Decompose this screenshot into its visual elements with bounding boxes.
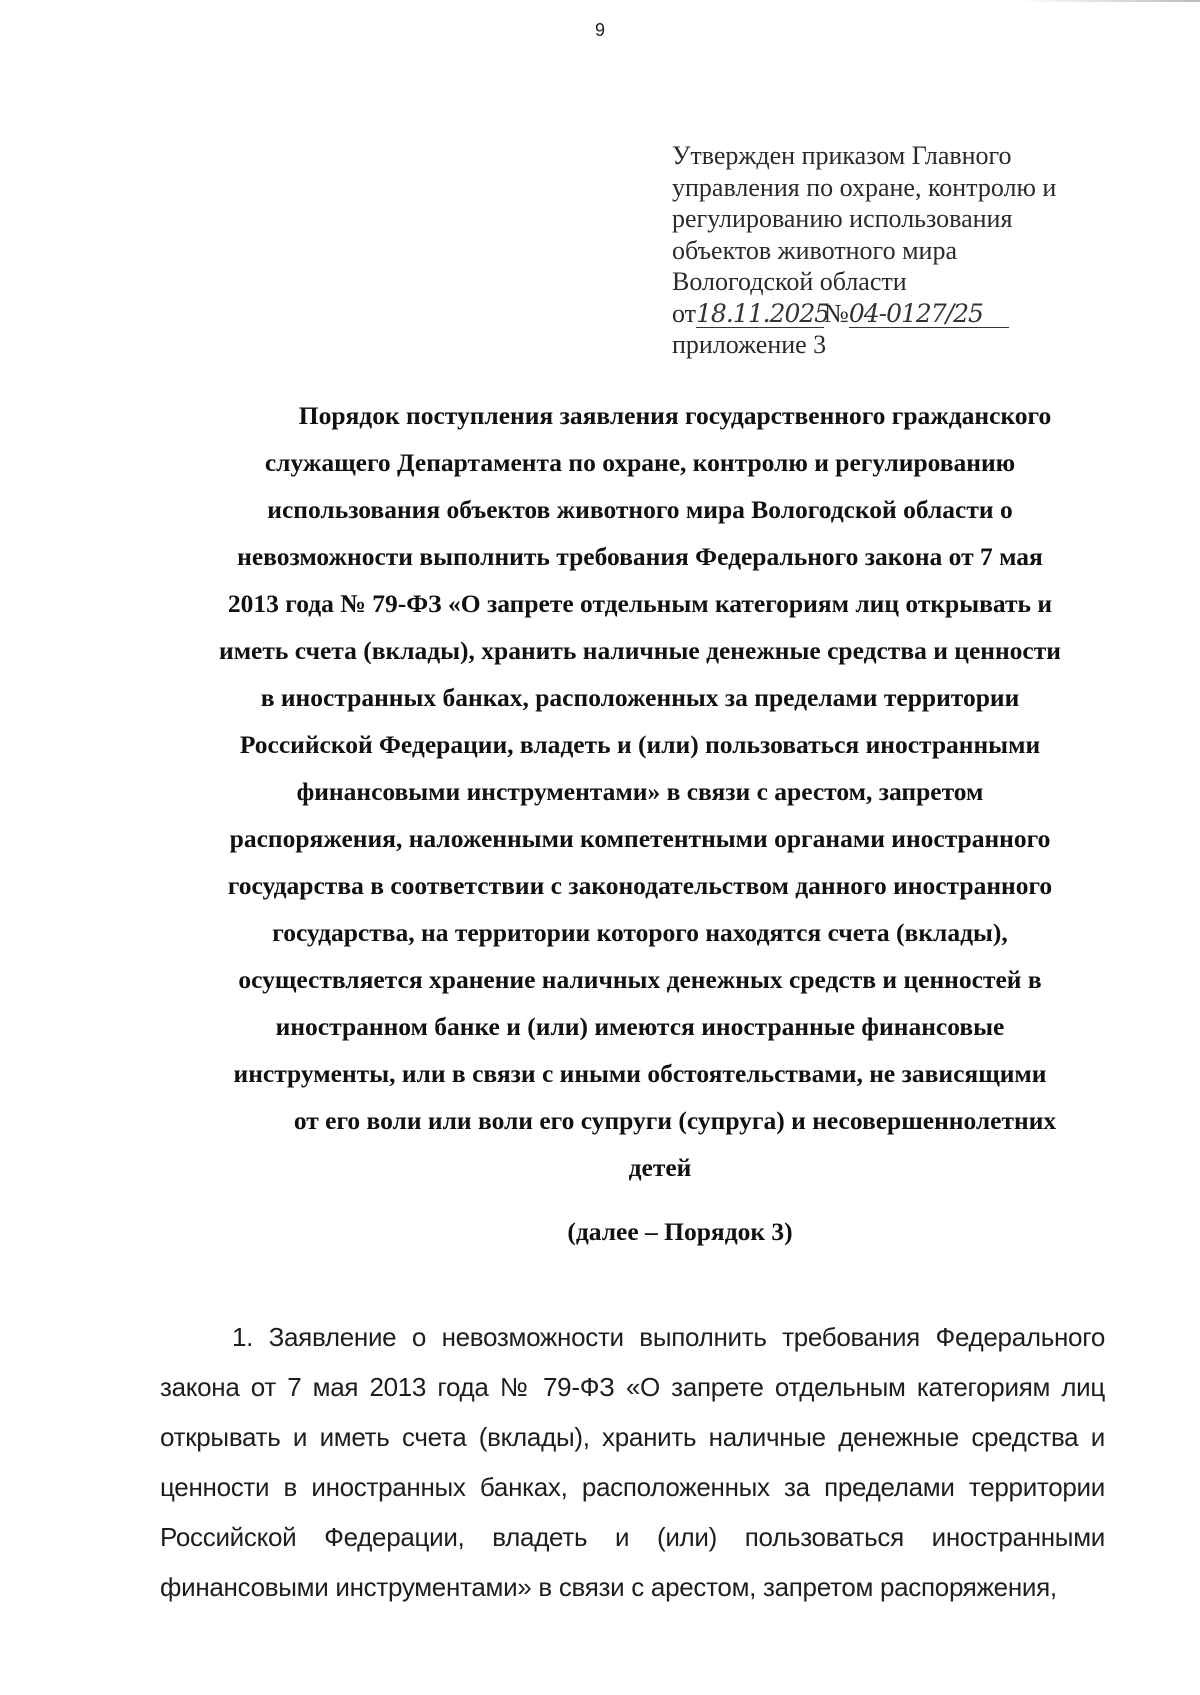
document-subtitle: (далее – Порядок 3) [567,1217,793,1246]
from-prefix: от [672,298,697,328]
title-line-7: в иностранных банках, расположенных за пределами территории [260,683,1020,712]
title-line-3: использования объектов животного мира Вологодской области о [267,495,1013,524]
scan-edge-mark [1020,0,1200,2]
approval-line-3: регулированию использования [672,204,1013,233]
document-title [160,392,1120,1191]
title-line-8: Российской Федерации, владеть и (или) пользоваться иностранными [239,730,1041,759]
handwritten-date: 18.11.2025 [696,298,830,328]
title-line-6: иметь счета (вклады), хранить наличные денежные средства и ценности [219,636,1061,665]
approval-line-2: управления по охране, контролю и [672,172,1057,202]
title-line-15: инструменты, или в связи с иными обстоятельствами, не зависящими [233,1059,1047,1088]
title-line-16: от его воли или воли его супруги (супруга) и несовершеннолетних [293,1106,1057,1135]
title-line-2: служащего Департамента по охране, контролю и регулированию [264,448,1016,477]
title-line-4: невозможности выполнить требования Федерального закона от 7 мая [237,542,1043,571]
approval-line-5: Вологодской области [672,267,907,296]
title-line-17: детей [628,1153,692,1182]
approval-line-1: Утвержден приказом Главного [672,141,1012,170]
title-line-1: Порядок поступления заявления государственного гражданского [298,401,1052,430]
title-line-11: государства в соответствии с законодательством данного иностранного [227,871,1053,900]
title-line-12: государства, на территории которого находятся счета (вклады), [272,918,1008,947]
appendix-label: приложение 3 [672,330,827,359]
title-line-13: осуществляется хранение наличных денежных средств и ценностей в [238,965,1042,994]
handwritten-order-number: 04-0127/25 [849,301,1009,328]
number-prefix: № [824,298,849,328]
title-line-5: 2013 года № 79-ФЗ «О запрете отдельным категориям лиц открывать и [227,589,1053,618]
title-line-14: иностранном банке и (или) имеются иностранные финансовые [275,1012,1005,1041]
title-line-9: финансовыми инструментами» в связи с арестом, запретом [296,777,984,806]
title-line-10: распоряжения, наложенными компетентными органами иностранного [229,824,1051,853]
approval-stamp-block [672,140,1112,361]
page-number: 9 [594,20,605,40]
paragraph-1: 1. Заявление о невозможности выполнить требования Федерального закона от 7 мая 2013 года № 79-ФЗ «О запрете отдельным категориям лиц открывать и иметь счета (вклады), хранить наличные денежные средства и ценности в иностранных банках, расположенных за пределами территории Российской Федерации, владеть и (или) пользоваться иностранными финансовыми инструментами» в связи с арестом, запретом распоряжения, [160,1322,1105,1602]
approval-line-4: объектов животного мира [672,235,957,265]
approval-order-line [672,298,1112,330]
